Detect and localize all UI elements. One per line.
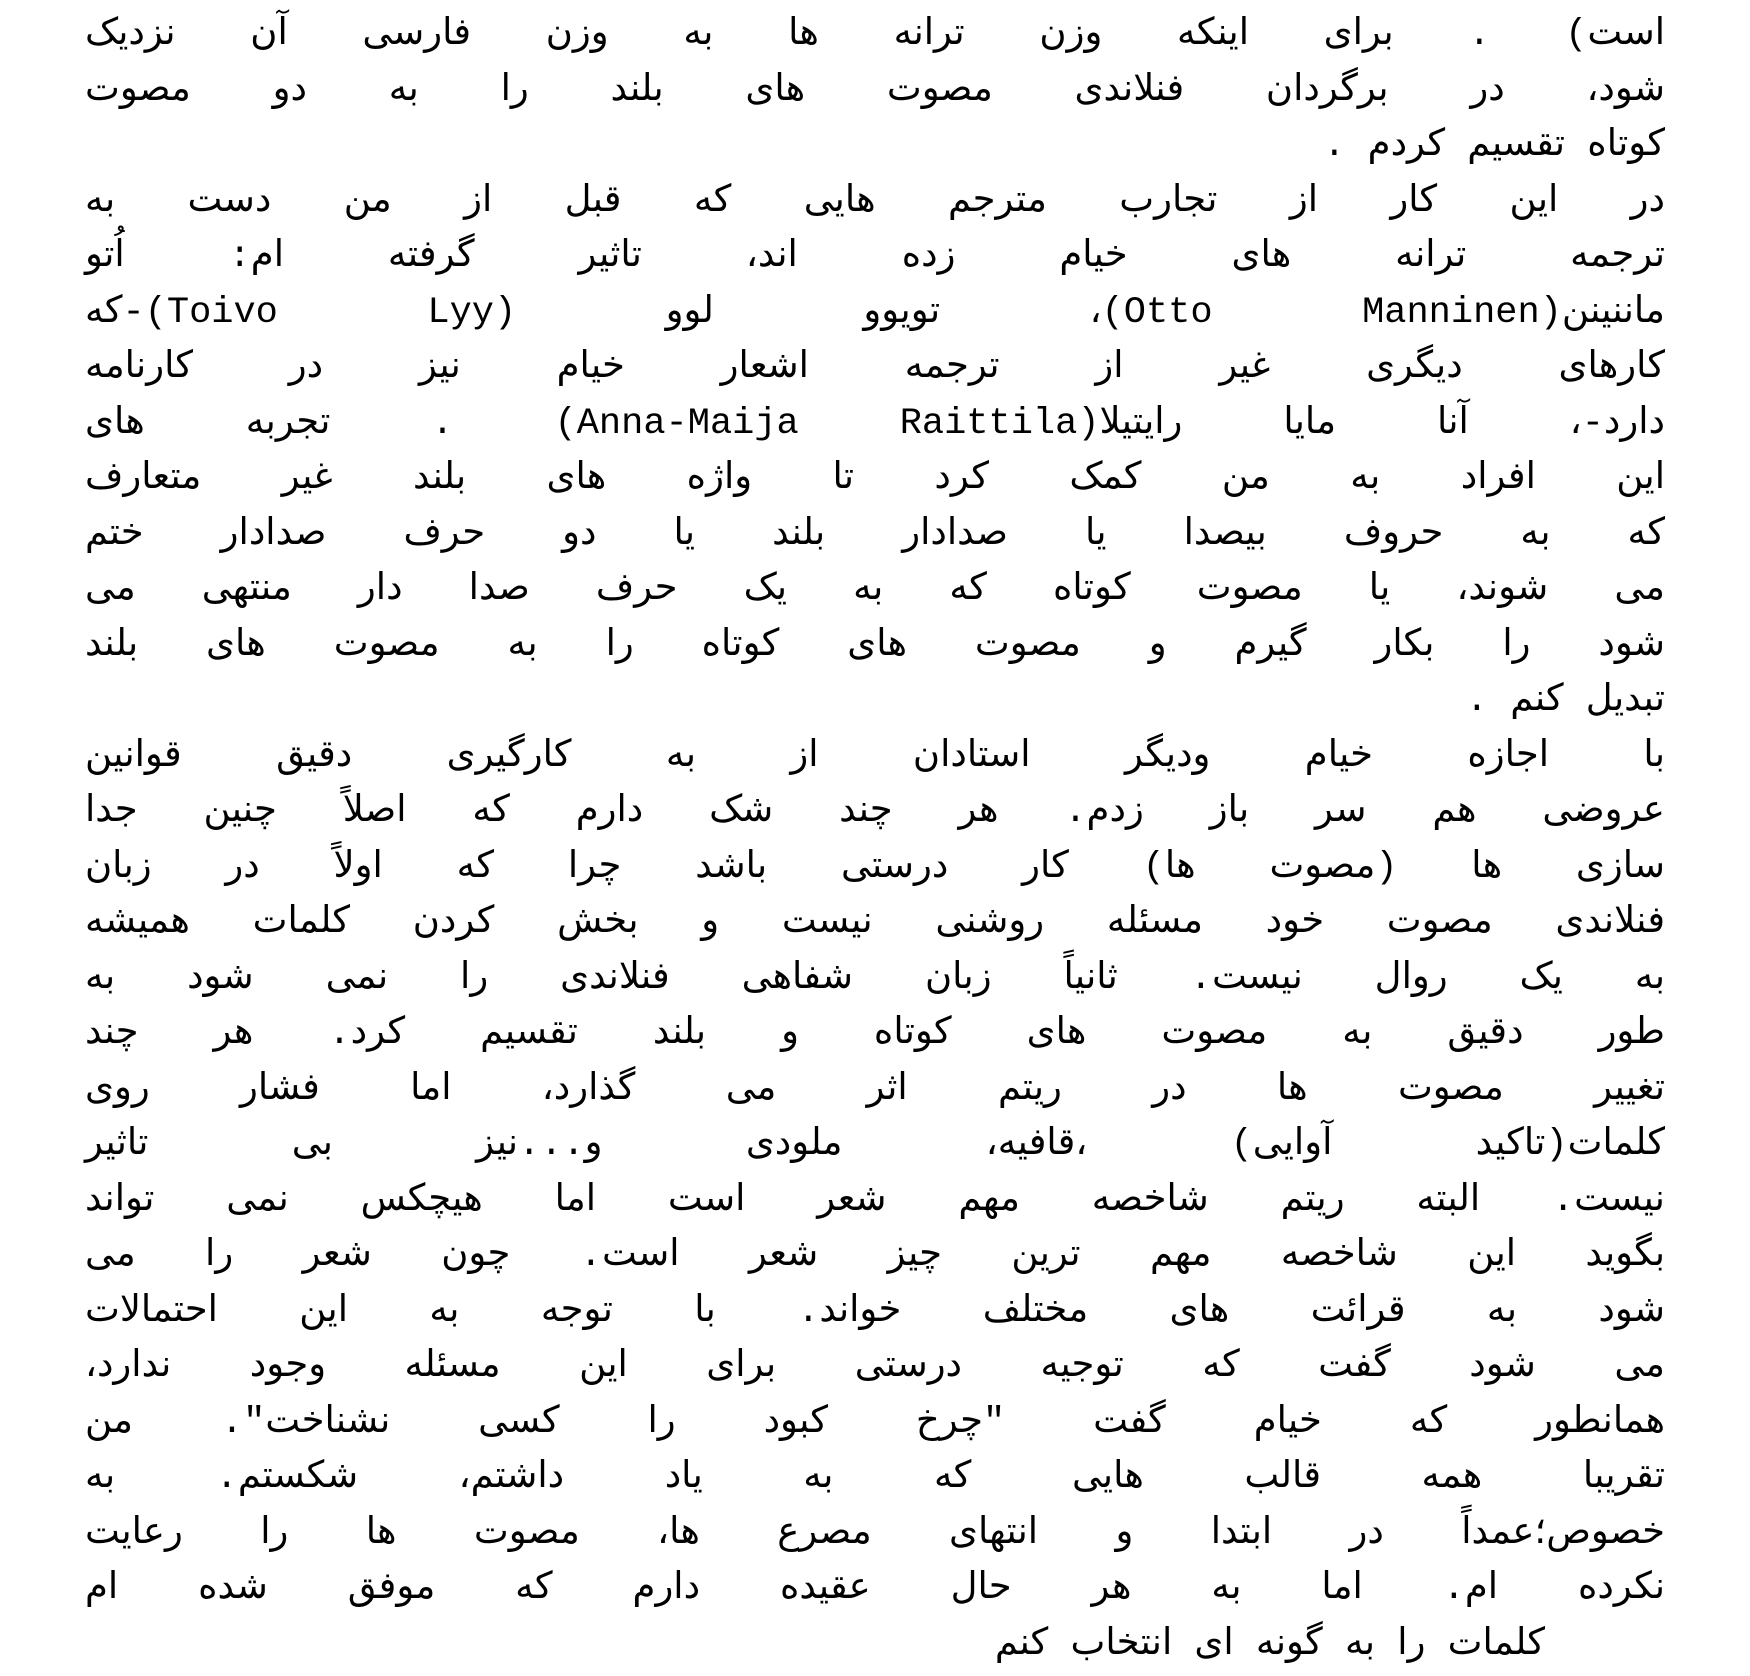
text-line: این افراد به من کمک کرد تا واژه های بلند غیر متعارف [85,458,1665,500]
text-line: تبدیل کنم . [1465,680,1665,722]
text-line: کارهای دیگری غیر از ترجمه اشعار خیام نیز در کارنامه [85,347,1665,389]
text-line: همانطور که خیام گفت "چرخ کبود را کسی نشناخت". من [85,1401,1665,1444]
text-line: فنلاندی مصوت خود مسئله روشنی نیست و بخش کردن کلمات همیشه [85,902,1666,944]
text-line: تغییر مصوت ها در ریتم اثر می گذارد، اما فشار روی [85,1068,1665,1111]
text-line: کلمات را به گونه ای انتخاب کنم [994,1623,1545,1666]
text-line: ترجمه ترانه های خیام زده اند، تاثیر گرفته ام: اُتو [85,236,1665,278]
text-line: ماننینن(Otto Manninen)، تویوو لوو (Toivo Lyy)-که [85,291,1665,334]
text-line: شود، در برگردان فنلاندی مصوت های بلند را به دو مصوت [85,69,1665,112]
text-line: نیست. البته ریتم شاخصه مهم شعر است اما هیچکس نمی تواند [85,1179,1665,1222]
text-line: عروضی هم سر باز زدم. هر چند شک دارم که اصلاً چنین جدا [85,791,1665,833]
text-line: است) . برای اینکه وزن ترانه ها به وزن فارسی آن نزدیک [85,14,1665,56]
text-line: در این کار از تجارب مترجم هایی که قبل از من دست به [85,180,1665,223]
text-line: می شود گفت که توجیه درستی برای این مسئله وجود ندارد، [85,1346,1665,1388]
text-line: طور دقیق به مصوت های کوتاه و بلند تقسیم کرد. هر چند [85,1013,1665,1055]
text-line: شود را بکار گیرم و مصوت های کوتاه را به مصوت های بلند [85,624,1665,667]
text-line: دارد-، آنا مایا رایتیلا(Anna-Maija Raittila) . تجربه های [85,402,1665,445]
text-line: خصوص؛عمداً در ابتدا و انتهای مصرع ها، مصوت ها را رعایت [85,1512,1665,1555]
text-line: بگوید این شاخصه مهم ترین چیز شعر است. چون شعر را می [85,1235,1665,1277]
text-line: که به حروف بیصدا یا صدادار بلند یا دو حرف صدادار ختم [85,513,1665,556]
text-line: کوتاه تقسیم کردم . [1323,125,1665,167]
text-line: نکرده ام. اما به هر حال عقیده دارم که موفق شده ام [85,1568,1665,1610]
text-line: تقریبا همه قالب هایی که به یاد داشتم، شکستم. به [85,1457,1665,1499]
text-line: می شوند، یا مصوت کوتاه که به یک حرف صدا دار منتهی می [85,569,1665,611]
text-line: سازی ها (مصوت ها) کار درستی باشد چرا که اولاً در زبان [85,846,1665,889]
text-line: با اجازه خیام ودیگر استادان از به کارگیری دقیق قوانین [85,735,1665,778]
text-line: شود به قرائت های مختلف خواند. با توجه به این احتمالات [85,1290,1665,1333]
text-line: به یک روال نیست. ثانیاً زبان شفاهی فنلاندی را نمی شود به [85,957,1665,1000]
text-line: کلمات(تاکید آوایی) ،قافیه، ملودی و...نیز بی تاثیر [85,1124,1665,1166]
